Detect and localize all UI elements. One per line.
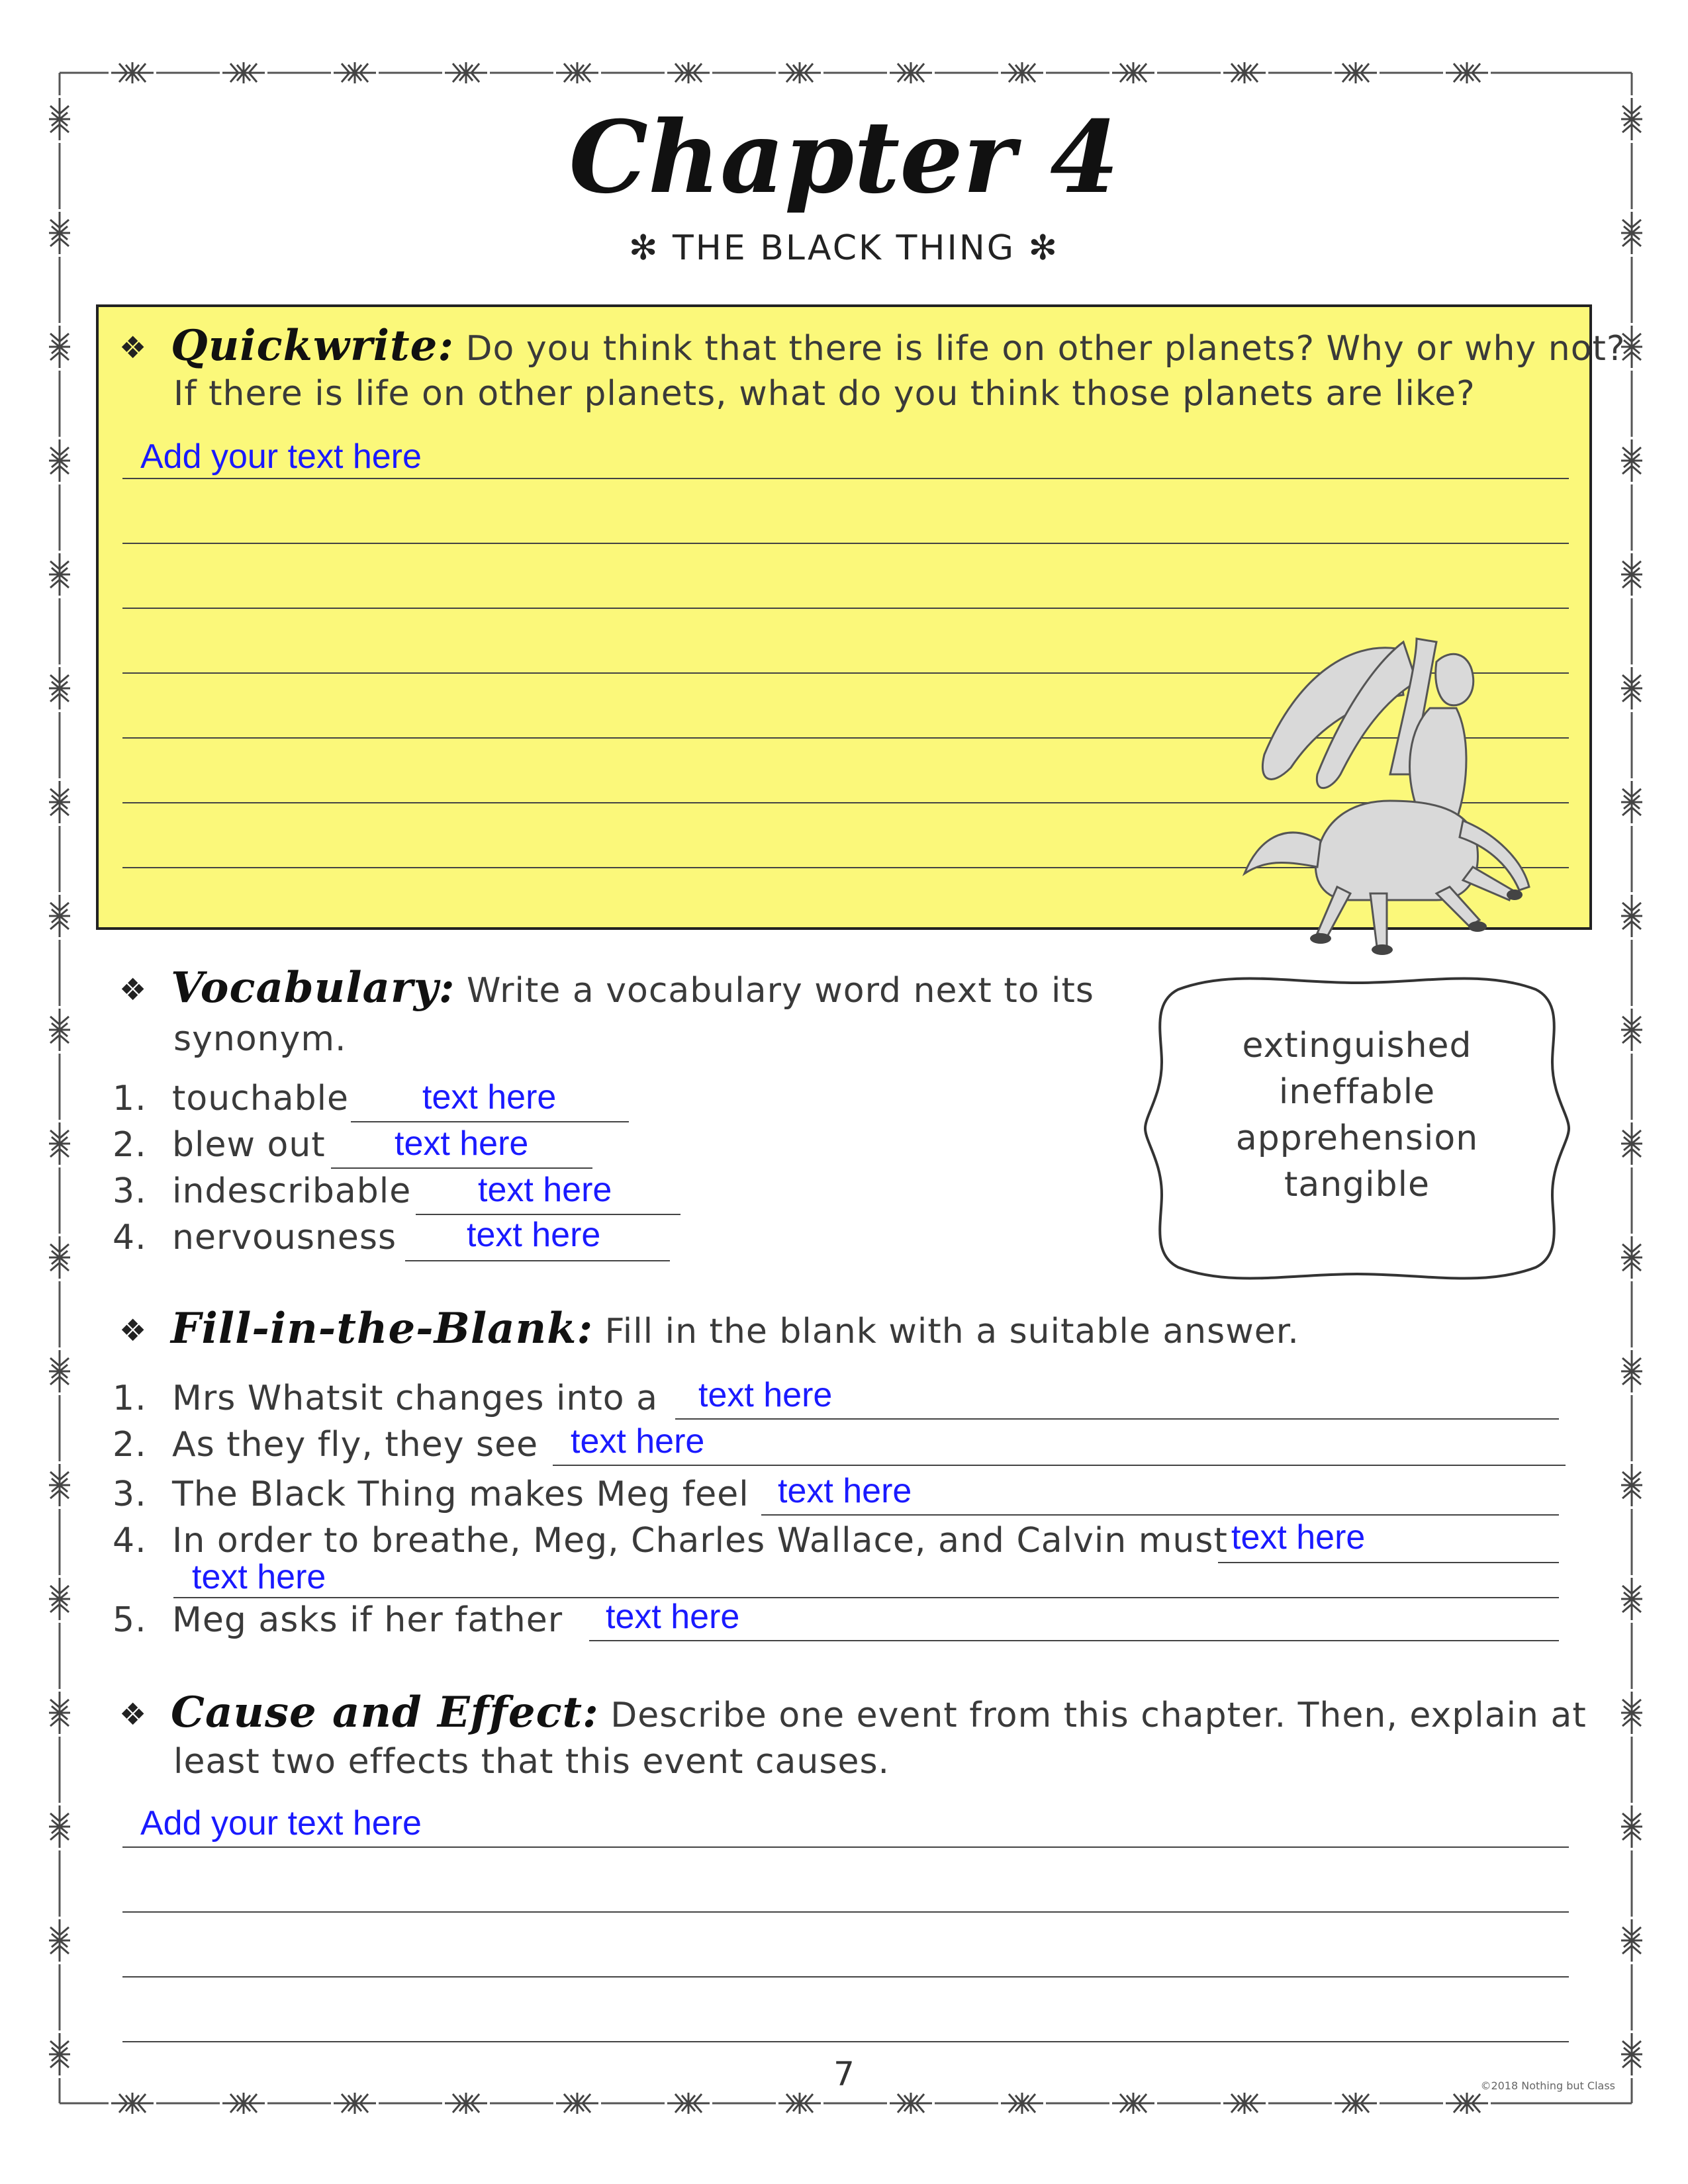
fill-blank-text: The Black Thing makes Meg feel <box>172 1475 749 1514</box>
border-ornament-icon <box>1332 61 1380 85</box>
cause-effect-instruction-line1: Describe one event from this chapter. Then, explain at <box>610 1696 1587 1735</box>
border-ornament-icon <box>220 61 267 85</box>
word-bank-item: extinguished <box>1242 1026 1472 1066</box>
border-ornament-icon <box>665 2091 712 2115</box>
fill-blank-instruction-text: Fill in the blank with a suitable answer. <box>604 1312 1299 1351</box>
border-ornament-icon <box>442 2091 490 2115</box>
border-ornament-icon <box>998 2091 1046 2115</box>
item-number: 3. <box>113 1171 147 1211</box>
subtitle-text: THE BLACK THING <box>672 228 1016 268</box>
border-ornament-icon <box>48 437 71 484</box>
border-ornament-icon <box>1620 1234 1644 1281</box>
item-number: 3. <box>113 1475 147 1514</box>
answer-line <box>173 1597 1559 1598</box>
border-ornament-icon <box>1620 1575 1644 1623</box>
diamond-bullet-icon: ❖ <box>119 330 147 365</box>
vocab-item <box>113 1079 349 1118</box>
border-ornament-icon <box>998 61 1046 85</box>
quickwrite-heading: Quickwrite: <box>171 321 454 371</box>
border-ornament-icon <box>48 1575 71 1623</box>
flower-ornament-icon: ✻ <box>628 228 673 268</box>
border-ornament-icon <box>553 61 601 85</box>
border-ornament-icon <box>48 1234 71 1281</box>
fill-blank-answer-field[interactable]: text here <box>778 1472 912 1510</box>
vocab-word: blew out <box>172 1125 326 1165</box>
vocabulary-instruction-line2: synonym. <box>173 1019 347 1059</box>
word-bank-item: tangible <box>1284 1165 1430 1205</box>
diamond-bullet-icon: ❖ <box>119 1312 147 1348</box>
border-ornament-icon <box>48 892 71 940</box>
border-ornament-icon <box>109 61 156 85</box>
vocabulary-instruction-line1: Write a vocabulary word next to its <box>467 971 1094 1011</box>
border-ornament-icon <box>442 61 490 85</box>
border-ornament-icon <box>48 1803 71 1850</box>
border-ornament-icon <box>1221 61 1268 85</box>
border-ornament-icon <box>48 323 71 371</box>
diamond-bullet-icon: ❖ <box>119 1696 147 1732</box>
border-ornament-icon <box>1620 1120 1644 1167</box>
vocab-answer-field[interactable]: text here <box>422 1078 557 1116</box>
border-ornament-icon <box>331 2091 379 2115</box>
cause-effect-instruction-line2: least two effects that this event causes. <box>173 1742 890 1782</box>
item-number: 4. <box>113 1521 147 1561</box>
answer-line <box>331 1167 592 1169</box>
vocab-answer-field[interactable]: text here <box>478 1171 612 1209</box>
fill-blank-item <box>113 1379 658 1418</box>
fill-blank-answer-field[interactable]: text here <box>192 1558 326 1596</box>
cause-effect-answer-field[interactable]: Add your text here <box>140 1804 422 1843</box>
page-number: 7 <box>833 2055 855 2093</box>
word-bank-item: ineffable <box>1278 1072 1436 1112</box>
writing-line <box>122 1846 1569 1848</box>
fill-blank-answer-field[interactable]: text here <box>571 1422 705 1461</box>
border-ornament-icon <box>48 551 71 598</box>
item-number: 2. <box>113 1425 147 1465</box>
vocab-word: nervousness <box>172 1218 397 1257</box>
border-ornament-icon <box>1620 1006 1644 1054</box>
border-ornament-icon <box>48 1917 71 1964</box>
fill-blank-item <box>113 1521 1228 1561</box>
quickwrite-prompt-line2: If there is life on other planets, what do you think those planets are like? <box>173 374 1476 414</box>
border-ornament-icon <box>48 1120 71 1167</box>
answer-line <box>1218 1562 1559 1563</box>
border-ornament-icon <box>1620 1461 1644 1509</box>
fill-blank-heading: Fill-in-the-Blank: <box>171 1304 594 1353</box>
answer-line <box>589 1640 1559 1641</box>
quickwrite-prompt <box>171 321 1626 371</box>
fill-blank-text: Mrs Whatsit changes into a <box>172 1379 658 1418</box>
border-ornament-icon <box>1620 551 1644 598</box>
writing-line <box>122 1976 1569 1978</box>
vocab-item <box>113 1171 411 1211</box>
diamond-bullet-icon: ❖ <box>119 972 147 1007</box>
border-ornament-icon <box>1620 1803 1644 1850</box>
cause-effect-heading: Cause and Effect: <box>171 1688 599 1737</box>
item-number: 5. <box>113 1600 147 1640</box>
vocabulary-heading: Vocabulary: <box>171 963 455 1013</box>
fill-blank-instruction <box>171 1304 1299 1353</box>
border-ornament-icon <box>776 2091 823 2115</box>
answer-line <box>405 1260 670 1261</box>
copyright-notice: ©2018 Nothing but Class <box>1480 2079 1615 2092</box>
fill-blank-answer-field[interactable]: text here <box>606 1598 740 1636</box>
answer-line <box>553 1465 1566 1466</box>
vocab-word: indescribable <box>172 1171 412 1211</box>
writing-line <box>122 1911 1569 1913</box>
vocab-answer-field[interactable]: text here <box>467 1216 601 1254</box>
vocab-item <box>113 1218 397 1257</box>
border-ornament-icon <box>48 1006 71 1054</box>
border-ornament-icon <box>48 664 71 712</box>
border-ornament-icon <box>48 1689 71 1737</box>
border-ornament-icon <box>109 2091 156 2115</box>
fill-blank-item <box>113 1425 538 1465</box>
border-ornament-icon <box>1620 1689 1644 1737</box>
border-ornament-icon <box>1620 892 1644 940</box>
winged-centaur-illustration <box>1218 622 1562 979</box>
border-ornament-icon <box>665 61 712 85</box>
border-ornament-icon <box>1109 2091 1157 2115</box>
border-ornament-icon <box>48 1461 71 1509</box>
fill-blank-item <box>113 1475 749 1514</box>
writing-line <box>122 478 1569 479</box>
border-ornament-icon <box>1443 2091 1491 2115</box>
fill-blank-text: As they fly, they see <box>172 1425 539 1465</box>
answer-line <box>761 1514 1559 1516</box>
writing-line <box>122 543 1569 544</box>
border-ornament-icon <box>1332 2091 1380 2115</box>
border-ornament-icon <box>331 61 379 85</box>
border-ornament-icon <box>887 61 935 85</box>
vocabulary-instruction <box>171 963 1094 1013</box>
flower-ornament-icon: ✻ <box>1015 228 1060 268</box>
item-number: 2. <box>113 1125 147 1165</box>
page-title: Chapter 4 <box>569 99 1119 216</box>
border-ornament-icon <box>220 2091 267 2115</box>
border-ornament-icon <box>1109 61 1157 85</box>
answer-line <box>351 1121 629 1122</box>
word-bank <box>1139 1023 1575 1208</box>
item-number: 1. <box>113 1079 147 1118</box>
border-ornament-icon <box>1620 1347 1644 1395</box>
item-number: 4. <box>113 1218 147 1257</box>
fill-blank-text: In order to breathe, Meg, Charles Wallace, and Calvin must <box>172 1521 1228 1561</box>
border-ornament-icon <box>1443 61 1491 85</box>
border-ornament-icon <box>1620 778 1644 826</box>
writing-line <box>122 2041 1569 2042</box>
fill-blank-text: Meg asks if her father <box>172 1600 563 1640</box>
quickwrite-answer-field[interactable]: Add your text here <box>140 437 422 476</box>
vocab-answer-field[interactable]: text here <box>395 1124 529 1163</box>
fill-blank-answer-field[interactable]: text here <box>1231 1518 1366 1557</box>
border-ornament-icon <box>48 1347 71 1395</box>
writing-line <box>122 608 1569 609</box>
border-ornament-icon <box>1221 2091 1268 2115</box>
border-ornament-icon <box>1620 1917 1644 1964</box>
border-ornament-icon <box>48 778 71 826</box>
border-ornament-icon <box>553 2091 601 2115</box>
chapter-subtitle <box>0 228 1688 268</box>
quickwrite-prompt-line1: Do you think that there is life on other planets? Why or why not? <box>465 329 1626 369</box>
item-number: 1. <box>113 1379 147 1418</box>
border-ornament-icon <box>1620 664 1644 712</box>
border-ornament-icon <box>887 2091 935 2115</box>
cause-effect-instruction <box>171 1688 1587 1737</box>
border-ornament-icon <box>776 61 823 85</box>
word-bank-item: apprehension <box>1235 1118 1479 1158</box>
vocab-item <box>113 1125 326 1165</box>
fill-blank-answer-field[interactable]: text here <box>698 1376 833 1414</box>
answer-line <box>675 1418 1559 1420</box>
border-ornament-icon <box>1620 437 1644 484</box>
vocab-word: touchable <box>172 1079 350 1118</box>
fill-blank-item <box>113 1600 563 1640</box>
